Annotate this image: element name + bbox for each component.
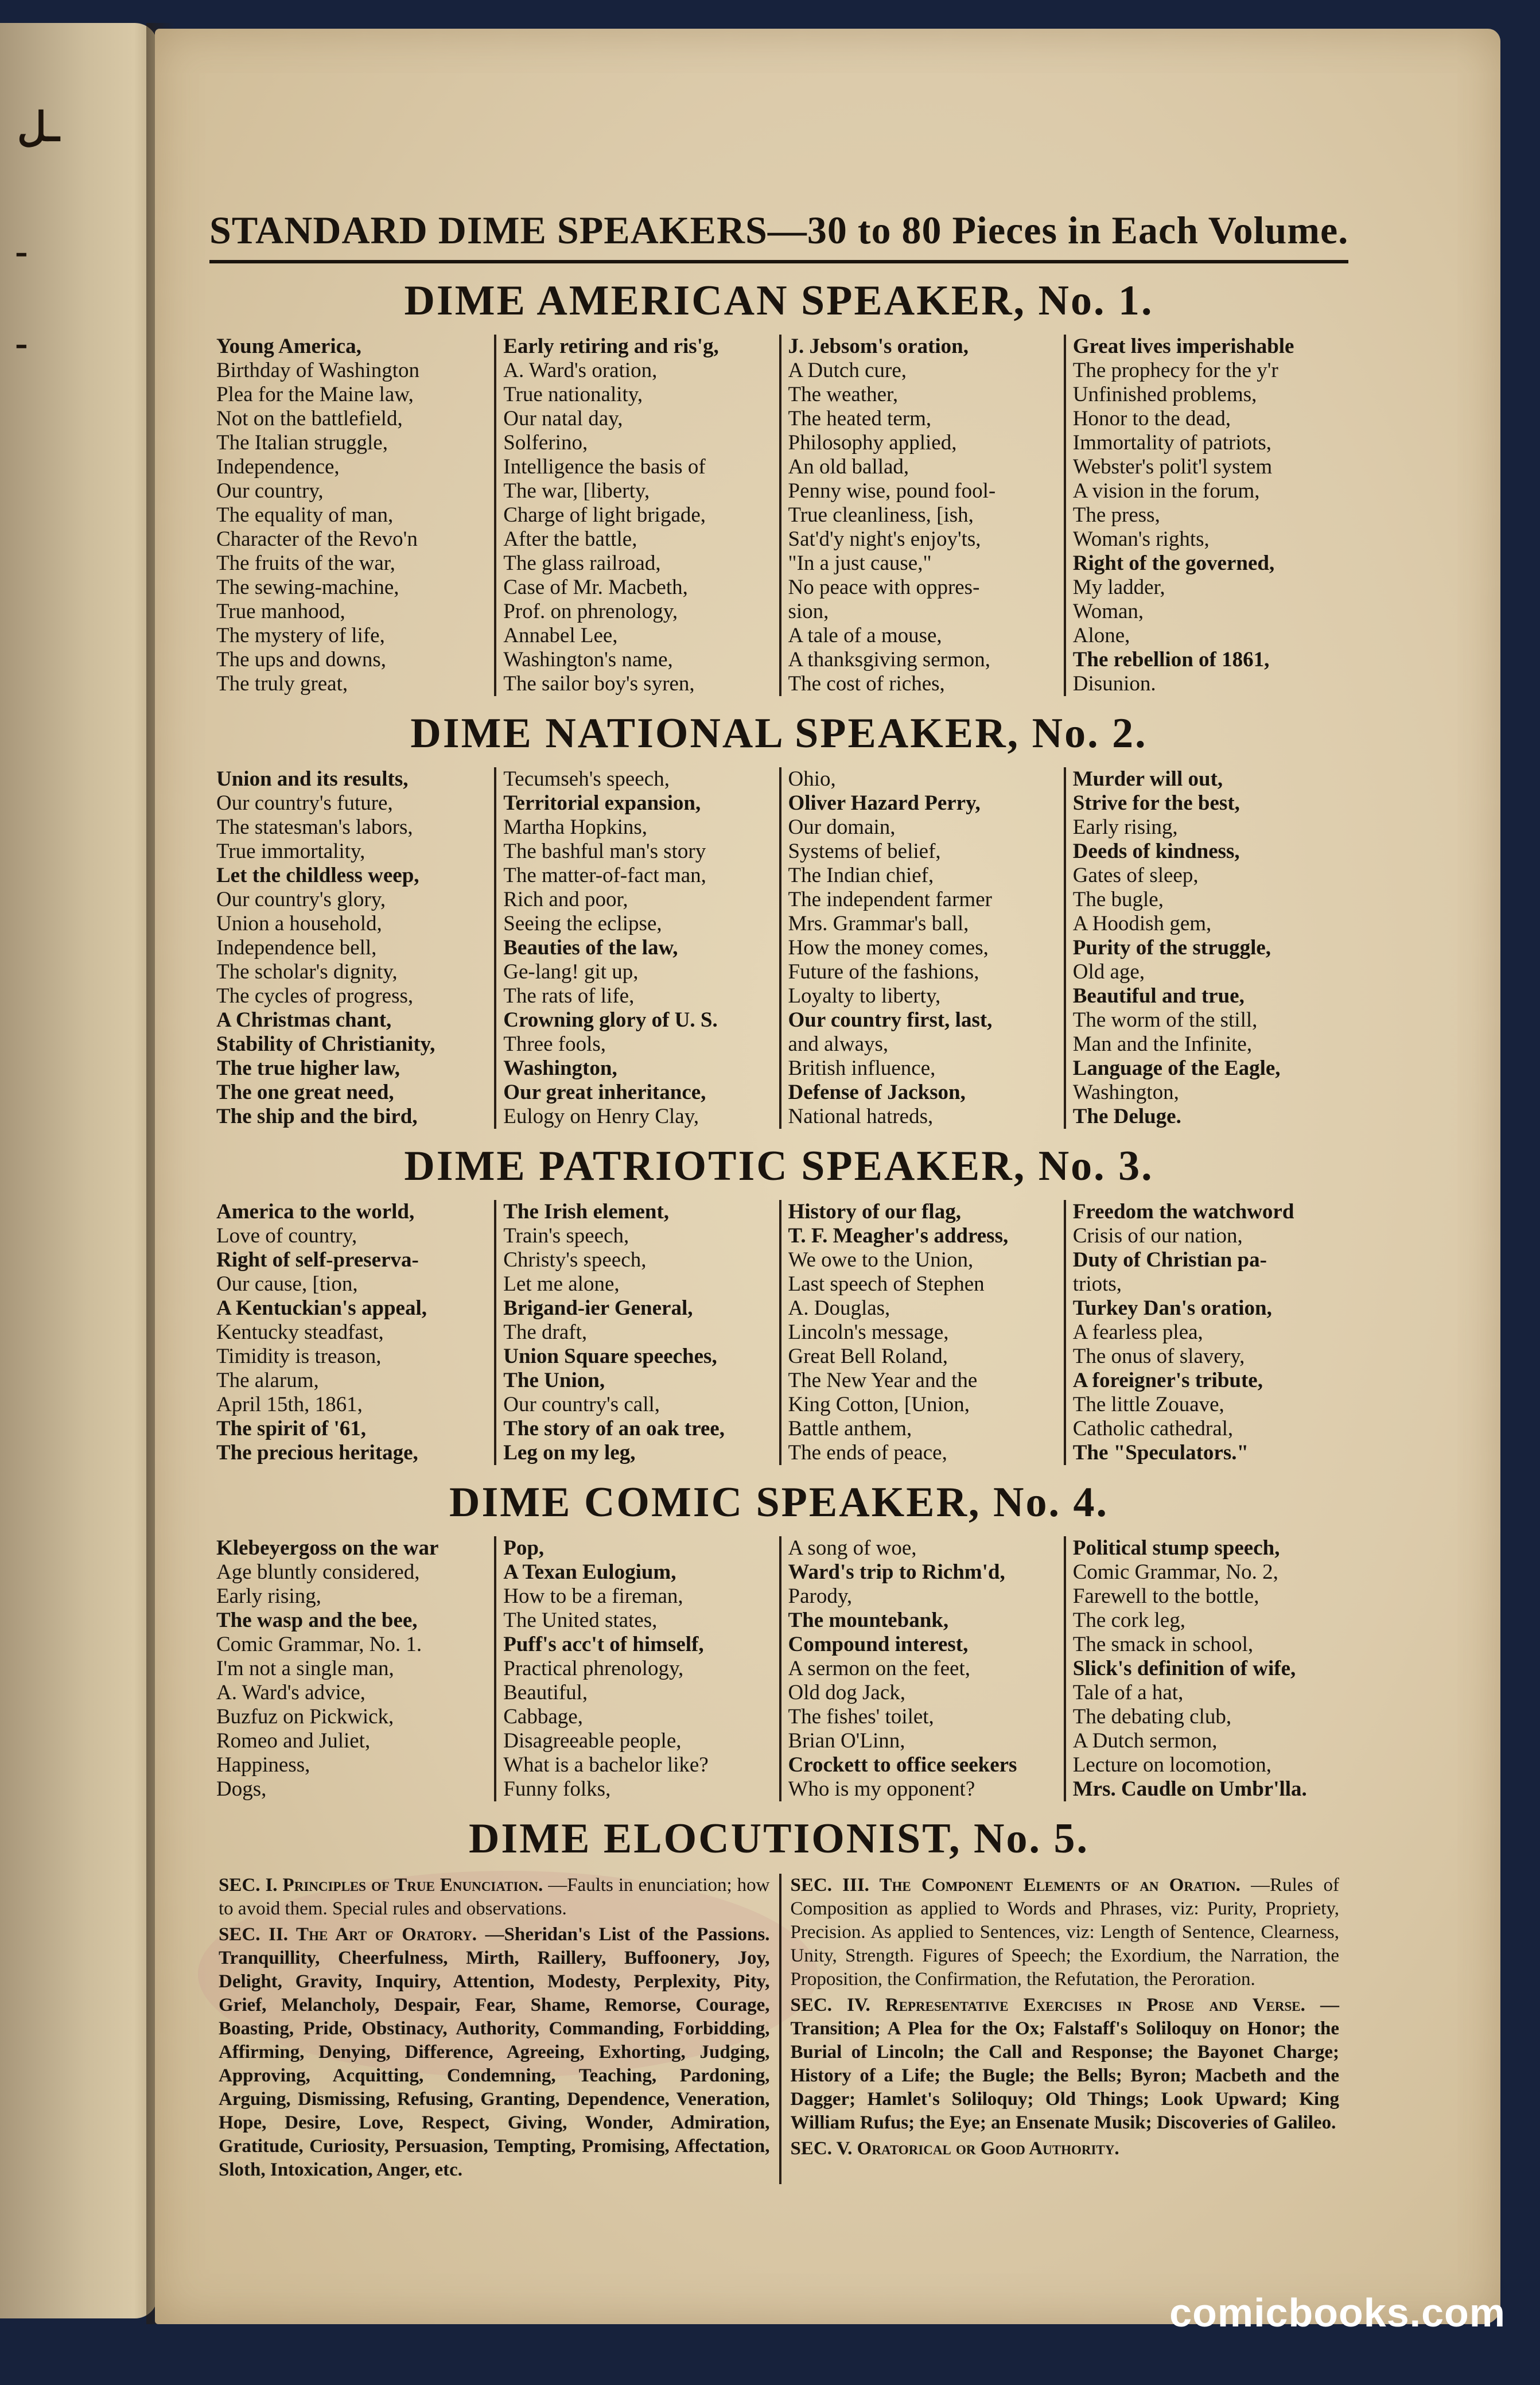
contents-entry: Stability of Christianity, [216, 1032, 435, 1056]
contents-entry: The war, [liberty, [503, 479, 650, 503]
contents-entry: The Italian struggle, [216, 431, 388, 455]
contents-entry: Penny wise, pound fool- [788, 479, 996, 503]
contents-entry: America to the world, [216, 1200, 415, 1223]
contents-entry: Not on the battlefield, [216, 407, 403, 430]
contents-entry: Strive for the best, [1072, 791, 1240, 815]
contents-entry: The Union, [503, 1369, 605, 1392]
speaker-contents-grid [209, 767, 1348, 1129]
contents-entry: Battle anthem, [788, 1417, 912, 1440]
elocution-section-heading: SEC. I. Principles of True Enunciation. [219, 1875, 543, 1895]
contents-entry: Independence bell, [216, 936, 377, 960]
contents-entry: Deeds of kindness, [1072, 840, 1240, 863]
contents-entry: After the battle, [503, 527, 637, 551]
contents-entry: A. Ward's advice, [216, 1681, 365, 1704]
contents-entry: Independence, [216, 455, 340, 479]
contents-entry: Character of the Revo'n [216, 527, 418, 551]
contents-entry: A Hoodish gem, [1072, 912, 1212, 935]
contents-entry: A Texan Eulogium, [503, 1560, 676, 1584]
contents-entry: Comic Grammar, No. 1. [216, 1633, 422, 1656]
contents-entry: Parody, [788, 1584, 853, 1608]
contents-entry: The worm of the still, [1072, 1008, 1258, 1032]
contents-entry: Love of country, [216, 1224, 357, 1248]
contents-entry: True cleanliness, [ish, [788, 503, 974, 527]
contents-entry: Freedom the watchword [1072, 1200, 1294, 1223]
contents-entry: Man and the Infinite, [1072, 1032, 1253, 1056]
elocution-contents [209, 1874, 1348, 2184]
contents-entry: Ohio, [788, 767, 836, 791]
contents-entry: King Cotton, [Union, [788, 1393, 970, 1416]
contents-entry: Let me alone, [503, 1272, 620, 1296]
masthead: STANDARD DIME SPEAKERS—30 to 80 Pieces in Each Volume. [209, 204, 1348, 263]
contents-entry: A vision in the forum, [1072, 479, 1260, 503]
contents-entry: The rebellion of 1861, [1072, 648, 1270, 671]
speaker-contents-grid [209, 1536, 1348, 1801]
elocution-section-heading: SEC. V. Oratorical or Good Authority. [790, 2138, 1119, 2159]
contents-entry: The ship and the bird, [216, 1105, 418, 1128]
section-title: DIME AMERICAN SPEAKER, No. 1. [404, 277, 1154, 324]
contents-column [494, 1536, 779, 1801]
contents-entry: triots, [1072, 1272, 1122, 1296]
contents-entry: The mountebank, [788, 1609, 949, 1632]
contents-entry: The ends of peace, [788, 1441, 947, 1465]
contents-entry: The Irish element, [503, 1200, 670, 1223]
section-title: DIME COMIC SPEAKER, No. 4. [449, 1479, 1109, 1526]
contents-entry: The weather, [788, 383, 899, 406]
contents-entry: Eulogy on Henry Clay, [503, 1105, 699, 1128]
contents-entry: Right of self-preserva- [216, 1248, 419, 1272]
elocution-section [791, 1994, 1340, 2135]
contents-entry: Our cause, [tion, [216, 1272, 358, 1296]
contents-entry: Comic Grammar, No. 2, [1072, 1560, 1278, 1584]
facing-page-glyph: ـ [17, 322, 26, 354]
contents-column [494, 767, 779, 1129]
contents-entry: Our country's call, [503, 1393, 660, 1416]
contents-entry: Train's speech, [503, 1224, 629, 1248]
contents-entry: Turkey Dan's oration, [1072, 1296, 1272, 1320]
contents-entry: Early rising, [1072, 815, 1178, 839]
elocution-section [791, 2137, 1340, 2161]
contents-entry: Beautiful, [503, 1681, 588, 1704]
contents-entry: The New Year and the [788, 1369, 978, 1392]
contents-entry: Crockett to office seekers [788, 1753, 1017, 1777]
elocution-column-right [779, 1874, 1349, 2184]
contents-entry: Plea for the Maine law, [216, 383, 414, 406]
contents-entry: The one great need, [216, 1081, 394, 1104]
contents-entry: Buzfuz on Pickwick, [216, 1705, 394, 1728]
contents-entry: Gates of sleep, [1072, 864, 1199, 887]
contents-column [494, 1200, 779, 1465]
contents-entry: Honor to the dead, [1072, 407, 1231, 430]
contents-entry: Early rising, [216, 1584, 321, 1608]
contents-entry: Kentucky steadfast, [216, 1320, 384, 1344]
contents-entry: The debating club, [1072, 1705, 1232, 1728]
contents-entry: Our country's glory, [216, 888, 386, 911]
contents-entry: Washington, [1072, 1081, 1179, 1104]
section-title: DIME PATRIOTIC SPEAKER, No. 3. [404, 1143, 1154, 1190]
contents-entry: The sewing-machine, [216, 576, 399, 599]
contents-entry: Happiness, [216, 1753, 310, 1777]
contents-entry: The fishes' toilet, [788, 1705, 934, 1728]
contents-entry: A Kentuckian's appeal, [216, 1296, 427, 1320]
elocution-section-heading: SEC. IV. Representative Exercises in Prose and Verse. [790, 1995, 1305, 2015]
contents-entry: Funny folks, [503, 1777, 611, 1801]
watermark: comicbooks.com [1169, 2290, 1506, 2335]
contents-entry: The "Speculators." [1072, 1441, 1249, 1465]
contents-entry: True immortality, [216, 840, 365, 863]
contents-column [494, 335, 779, 696]
contents-entry: Union Square speeches, [503, 1345, 717, 1368]
elocution-section [791, 1874, 1340, 1991]
contents-entry: Webster's polit'l system [1072, 455, 1273, 479]
contents-entry: Mrs. Grammar's ball, [788, 912, 969, 935]
contents-entry: Political stump speech, [1072, 1536, 1280, 1560]
contents-entry: Crisis of our nation, [1072, 1224, 1243, 1248]
contents-entry: Great lives imperishable [1072, 335, 1294, 358]
contents-entry: The true higher law, [216, 1056, 400, 1080]
contents-entry: Purity of the struggle, [1072, 936, 1271, 960]
contents-entry: Prof. on phrenology, [503, 600, 678, 623]
contents-entry: Young America, [216, 335, 361, 358]
contents-entry: Union and its results, [216, 767, 409, 791]
contents-entry: Cabbage, [503, 1705, 583, 1728]
contents-entry: Tale of a hat, [1072, 1681, 1184, 1704]
section-title: DIME ELOCUTIONIST, No. 5. [468, 1815, 1089, 1862]
contents-entry: Right of the governed, [1072, 551, 1275, 575]
contents-entry: Territorial expansion, [503, 791, 701, 815]
sections-container [209, 269, 1348, 2184]
contents-entry: Klebeyergoss on the war [216, 1536, 439, 1560]
contents-entry: Who is my opponent? [788, 1777, 975, 1801]
contents-entry: T. F. Meagher's address, [788, 1224, 1009, 1248]
elocution-section-body: —Transition; A Plea for the Ox; Falstaff's Soliloquy on Honor; the Burial of Lincoln; the Call and Response; the Bayonet Charge; History of a Life; the Bugle; the Bells; Byron; Macbeth and the Dagger; Hamlet's Soliloquy; Old Things; Look Upward; King William Rufus; the Eye; an Ensenate Musik; Discoveries of Galileo. [790, 1995, 1339, 2133]
contents-entry: The precious heritage, [216, 1441, 418, 1465]
contents-entry: Charge of light brigade, [503, 503, 706, 527]
contents-entry: Beauties of the law, [503, 936, 678, 960]
contents-entry: The heated term, [788, 407, 932, 430]
contents-column [209, 1536, 494, 1801]
contents-entry: Washington, [503, 1056, 617, 1080]
contents-entry: Ge-lang! git up, [503, 960, 639, 984]
contents-entry: Immortality of patriots, [1072, 431, 1272, 455]
contents-entry: What is a bachelor like? [503, 1753, 709, 1777]
contents-entry: Duty of Christian pa- [1072, 1248, 1267, 1272]
contents-entry: Compound interest, [788, 1633, 969, 1656]
contents-entry: Alone, [1072, 624, 1130, 647]
contents-entry: The cycles of progress, [216, 984, 414, 1008]
contents-entry: A thanksgiving sermon, [788, 648, 991, 671]
contents-entry: Tecumseh's speech, [503, 767, 670, 791]
contents-entry: The draft, [503, 1320, 588, 1344]
contents-entry: Puff's acc't of himself, [503, 1633, 704, 1656]
contents-entry: Leg on my leg, [503, 1441, 636, 1465]
contents-entry: Christy's speech, [503, 1248, 647, 1272]
elocution-section [219, 1874, 770, 1921]
facing-page-glyph: ـل [17, 106, 60, 150]
contents-entry: Catholic cathedral, [1072, 1417, 1234, 1440]
contents-entry: The glass railroad, [503, 551, 661, 575]
contents-entry: Early retiring and ris'g, [503, 335, 719, 358]
contents-entry: The Indian chief, [788, 864, 934, 887]
contents-entry: The smack in school, [1072, 1633, 1254, 1656]
contents-entry: My ladder, [1072, 576, 1165, 599]
contents-entry: Farewell to the bottle, [1072, 1584, 1259, 1608]
contents-entry: The truly great, [216, 672, 348, 696]
contents-entry: Lecture on locomotion, [1072, 1753, 1272, 1777]
contents-entry: Washington's name, [503, 648, 673, 671]
contents-column [209, 335, 494, 696]
contents-entry: The alarum, [216, 1369, 319, 1392]
contents-entry: Our great inheritance, [503, 1081, 706, 1104]
contents-entry: Future of the fashions, [788, 960, 979, 984]
contents-entry: The rats of life, [503, 984, 635, 1008]
contents-entry: Intelligence the basis of [503, 455, 706, 479]
contents-entry: A tale of a mouse, [788, 624, 942, 647]
contents-entry: Last speech of Stephen [788, 1272, 985, 1296]
elocution-section-body: —Faults in enunciation; how to avoid them. Special rules and observations. [219, 1875, 770, 1919]
contents-entry: A Dutch sermon, [1072, 1729, 1218, 1753]
page-content [209, 204, 1348, 2184]
contents-entry: Philosophy applied, [788, 431, 957, 455]
contents-entry: Unfinished problems, [1072, 383, 1257, 406]
contents-entry: Practical phrenology, [503, 1657, 684, 1680]
contents-entry: The independent farmer [788, 888, 992, 911]
elocution-section-body: —Sheridan's List of the Passions. Tranquillity, Cheerfulness, Mirth, Raillery, Buffoonery, Joy, Delight, Gravity, Inquiry, Attention, Modesty, Perplexity, Pity, Grief, Melancholy, Despair, Fear, Shame, Remorse, Courage, Boasting, Pride, Obstinacy, Authority, Commanding, Forbidding, Affirming, Denying, Difference, Agreeing, Exhorting, Judging, Approving, Acquitting, Condemning, Teaching, Pardoning, Arguing, Dismissing, Refusing, Granting, Dependence, Veneration, Hope, Desire, Love, Respect, Giving, Wonder, Admiration, Gratitude, Curiosity, Persuasion, Tempting, Promising, Affectation, Sloth, Intoxication, Anger, etc. [219, 1924, 770, 2180]
contents-entry: An old ballad, [788, 455, 909, 479]
contents-entry: Woman, [1072, 600, 1144, 623]
contents-entry: Brigand-ier General, [503, 1296, 693, 1320]
contents-entry: J. Jebsom's oration, [788, 335, 969, 358]
elocution-section-body: —Rules of Composition as applied to Words and Phrases, viz: Purity, Propriety, Precision. As applied to Sentences, viz: Length of Sentence, Clearness, Unity, Strength. Figures of Speech; the Exordium, the Narration, the Proposition, the Confirmation, the Refutation, the Peroration. [790, 1875, 1339, 1990]
contents-entry: Annabel Lee, [503, 624, 618, 647]
contents-column [209, 1200, 494, 1465]
contents-entry: Our country, [216, 479, 324, 503]
contents-entry: Seeing the eclipse, [503, 912, 662, 935]
contents-entry: Timidity is treason, [216, 1345, 382, 1368]
contents-entry: No peace with oppres- [788, 576, 980, 599]
contents-entry: Lincoln's message, [788, 1320, 949, 1344]
contents-column [209, 767, 494, 1129]
contents-entry: Old dog Jack, [788, 1681, 905, 1704]
contents-entry: Crowning glory of U. S. [503, 1008, 718, 1032]
contents-entry: A Dutch cure, [788, 359, 907, 382]
contents-entry: April 15th, 1861, [216, 1393, 363, 1416]
contents-column [779, 335, 1064, 696]
contents-entry: The sailor boy's syren, [503, 672, 695, 696]
facing-page-edge [0, 23, 158, 2318]
contents-column [779, 1536, 1064, 1801]
contents-entry: True manhood, [216, 600, 345, 623]
contents-entry: A song of woe, [788, 1536, 917, 1560]
contents-entry: Our domain, [788, 815, 896, 839]
contents-entry: Disagreeable people, [503, 1729, 682, 1753]
contents-entry: The ups and downs, [216, 648, 386, 671]
contents-entry: Three fools, [503, 1032, 606, 1056]
contents-entry: We owe to the Union, [788, 1248, 974, 1272]
contents-entry: The little Zouave, [1072, 1393, 1224, 1416]
contents-entry: The cork leg, [1072, 1609, 1185, 1632]
contents-entry: Woman's rights, [1072, 527, 1210, 551]
contents-entry: Sat'd'y night's enjoy'ts, [788, 527, 981, 551]
contents-entry: Beautiful and true, [1072, 984, 1245, 1008]
contents-entry: Let the childless weep, [216, 864, 419, 887]
contents-entry: The prophecy for the y'r [1072, 359, 1278, 382]
elocution-section-heading: SEC. II. The Art of Oratory. [219, 1924, 477, 1945]
contents-entry: The United states, [503, 1609, 658, 1632]
contents-entry: Loyalty to liberty, [788, 984, 941, 1008]
contents-entry: The spirit of '61, [216, 1417, 367, 1440]
contents-entry: Case of Mr. Macbeth, [503, 576, 688, 599]
contents-entry: Disunion. [1072, 672, 1156, 696]
contents-entry: History of our flag, [788, 1200, 961, 1223]
contents-entry: The cost of riches, [788, 672, 945, 696]
contents-entry: The onus of slavery, [1072, 1345, 1245, 1368]
contents-entry: sion, [788, 600, 829, 623]
contents-column [1064, 1536, 1348, 1801]
contents-entry: Oliver Hazard Perry, [788, 791, 981, 815]
contents-entry: and always, [788, 1032, 889, 1056]
contents-entry: Union a household, [216, 912, 382, 935]
contents-entry: The bashful man's story [503, 840, 706, 863]
contents-entry: The bugle, [1072, 888, 1164, 911]
speaker-contents-grid [209, 1200, 1348, 1465]
contents-column [1064, 335, 1348, 696]
contents-column [779, 1200, 1064, 1465]
contents-entry: Murder will out, [1072, 767, 1223, 791]
contents-entry: Birthday of Washington [216, 359, 419, 382]
contents-entry: Old age, [1072, 960, 1145, 984]
contents-entry: The scholar's dignity, [216, 960, 398, 984]
contents-entry: Systems of belief, [788, 840, 941, 863]
contents-entry: Our country first, last, [788, 1008, 993, 1032]
contents-entry: A Christmas chant, [216, 1008, 392, 1032]
elocution-section [219, 1923, 770, 2182]
contents-entry: The mystery of life, [216, 624, 385, 647]
contents-entry: The fruits of the war, [216, 551, 395, 575]
contents-entry: A sermon on the feet, [788, 1657, 970, 1680]
contents-entry: Language of the Eagle, [1072, 1056, 1281, 1080]
contents-entry: True nationality, [503, 383, 643, 406]
contents-entry: The wasp and the bee, [216, 1609, 418, 1632]
contents-entry: A foreigner's tribute, [1072, 1369, 1263, 1392]
contents-column [779, 767, 1064, 1129]
contents-column [1064, 1200, 1348, 1465]
contents-entry: The statesman's labors, [216, 815, 413, 839]
elocution-section-heading: SEC. III. The Component Elements of an Oration. [790, 1875, 1240, 1895]
contents-entry: How to be a fireman, [503, 1584, 683, 1608]
speaker-contents-grid [209, 335, 1348, 696]
contents-entry: The equality of man, [216, 503, 394, 527]
contents-entry: The story of an oak tree, [503, 1417, 725, 1440]
contents-entry: National hatreds, [788, 1105, 934, 1128]
contents-entry: Rich and poor, [503, 888, 628, 911]
contents-entry: Solferino, [503, 431, 588, 455]
contents-entry: A fearless plea, [1072, 1320, 1203, 1344]
contents-entry: Slick's definition of wife, [1072, 1657, 1296, 1680]
contents-entry: The press, [1072, 503, 1160, 527]
contents-entry: Defense of Jackson, [788, 1081, 966, 1104]
contents-entry: "In a just cause," [788, 551, 932, 575]
contents-entry: Dogs, [216, 1777, 267, 1801]
contents-entry: Our country's future, [216, 791, 393, 815]
contents-entry: Our natal day, [503, 407, 623, 430]
contents-entry: Brian O'Linn, [788, 1729, 905, 1753]
contents-entry: British influence, [788, 1056, 936, 1080]
contents-entry: The Deluge. [1072, 1105, 1181, 1128]
contents-entry: Mrs. Caudle on Umbr'lla. [1072, 1777, 1307, 1801]
contents-entry: Martha Hopkins, [503, 815, 647, 839]
facing-page-glyph: ـ [17, 230, 26, 262]
contents-entry: Pop, [503, 1536, 545, 1560]
section-title: DIME NATIONAL SPEAKER, No. 2. [410, 710, 1148, 757]
contents-entry: The matter-of-fact man, [503, 864, 706, 887]
contents-entry: Age bluntly considered, [216, 1560, 420, 1584]
contents-column [1064, 767, 1348, 1129]
contents-entry: Romeo and Juliet, [216, 1729, 371, 1753]
elocution-column-left [209, 1874, 779, 2184]
contents-entry: How the money comes, [788, 936, 989, 960]
contents-entry: I'm not a single man, [216, 1657, 394, 1680]
contents-entry: Great Bell Roland, [788, 1345, 948, 1368]
contents-entry: Ward's trip to Richm'd, [788, 1560, 1005, 1584]
contents-entry: A. Douglas, [788, 1296, 890, 1320]
contents-entry: A. Ward's oration, [503, 359, 658, 382]
